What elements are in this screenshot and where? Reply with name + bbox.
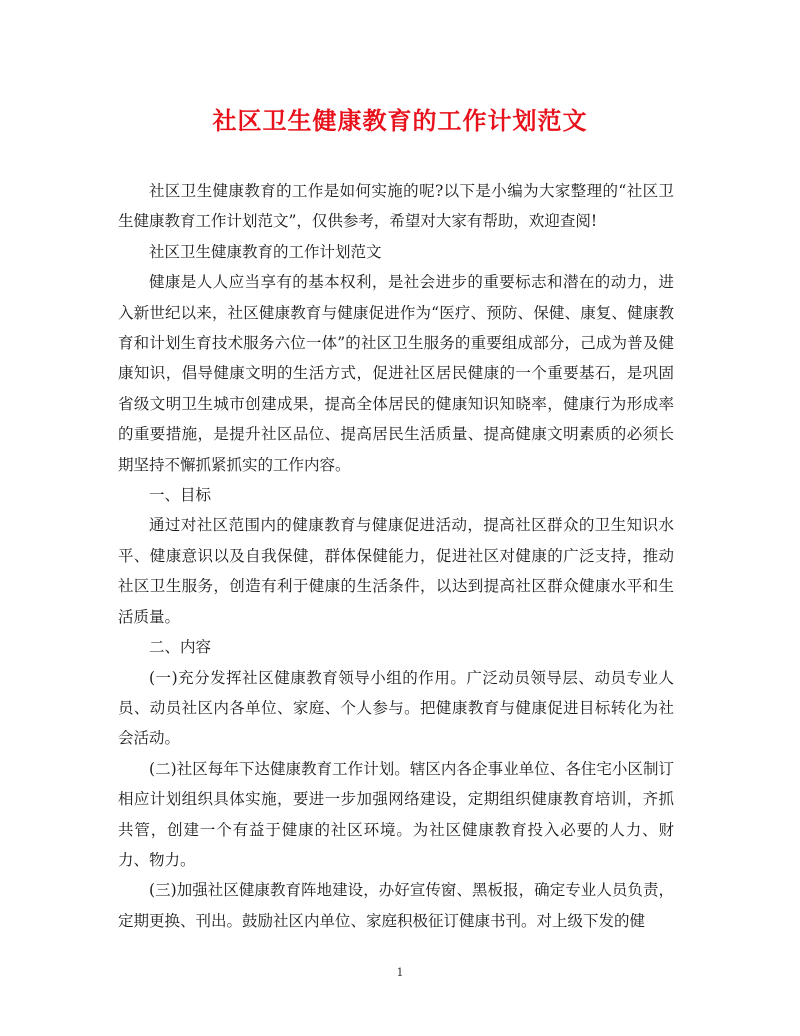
paragraph-content-3: (三)加强社区健康教育阵地建设，办好宣传窗、黑板报，确定专业人员负责，定期更换、刊出。鼓励社区内单位、家庭积极征订健康书刊。对上级下发的健 [118,881,674,930]
document-title: 社区卫生健康教育的工作计划范文 [212,106,588,135]
paragraph-intro: 社区卫生健康教育的工作是如何实施的呢?以下是小编为大家整理的“社区卫生健康教育工作计划范文”，仅供参考，希望对大家有帮助，欢迎查阅! [118,182,674,231]
paragraph-background: 健康是人人应当享有的基本权利，是社会进步的重要标志和潜在的动力，进入新世纪以来，社区健康教育与健康促进作为“医疗、预防、保健、康复、健康教育和计划生育技术服务六位一体”的社区卫生服务的重要组成部分，己成为普及健康知识，倡导健康文明的生活方式，促进社区居民健康的一个重要基石，是巩固省级文明卫生城市创建成果，提高全体居民的健康知识知晓率，健康行为形成率的重要措施，是提升社区品位、提高居民生活质量、提高健康文明素质的必须长期坚持不懈抓紧抓实的工作内容。 [118,273,674,474]
page-number: 1 [396,966,404,979]
paragraph-content-1: (一)充分发挥社区健康教育领导小组的作用。广泛动员领导层、动员专业人员、动员社区内各单位、家庭、个人参与。把健康教育与健康促进目标转化为社会活动。 [118,668,674,748]
paragraph-content-2: (二)社区每年下达健康教育工作计划。辖区内各企事业单位、各住宅小区制订相应计划组织具体实施，要进一步加强网络建设，定期组织健康教育培训，齐抓共管，创建一个有益于健康的社区环境。为社区健康教育投入必要的人力、财力、物力。 [118,759,674,869]
section-heading-content: 二、内容 [149,638,212,657]
paragraph-subtitle: 社区卫生健康教育的工作计划范文 [149,242,382,261]
section-heading-goal: 一、目标 [149,486,212,505]
paragraph-goal: 通过对社区范围内的健康教育与健康促进活动，提高社区群众的卫生知识水平、健康意识以及自我保健，群体保健能力，促进社区对健康的广泛支持，推动社区卫生服务，创造有利于健康的生活条件，以达到提高社区群众健康水平和生活质量。 [118,516,674,626]
document-body [118,176,674,936]
